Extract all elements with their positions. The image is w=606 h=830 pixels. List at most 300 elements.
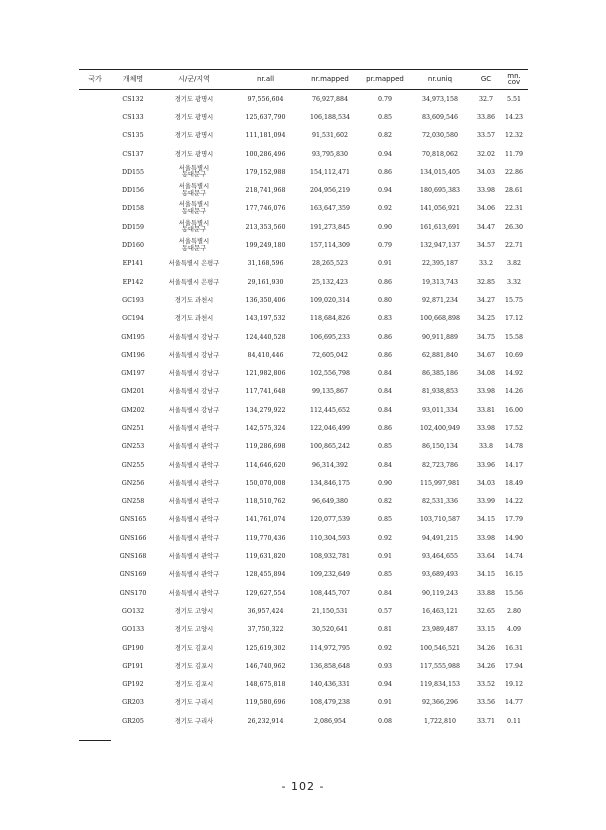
table-row <box>79 474 528 492</box>
cell-nr-all: 36,957,424 <box>247 607 284 615</box>
cell-region: 경기도 과천시 <box>174 315 214 323</box>
cell-mn-cov: 14.23 <box>504 113 524 121</box>
cell-nr-all: 125,619,302 <box>245 644 286 652</box>
cell-pr-mapped: 0.92 <box>377 534 393 542</box>
cell-mn-cov: 14.78 <box>504 443 524 451</box>
cell-nr-all: 213,353,560 <box>245 223 286 231</box>
cell-nr-uniq: 100,668,898 <box>419 315 461 323</box>
cell-gc: 33.8 <box>478 443 494 451</box>
cell-region: 서울특별시 관악구 <box>168 589 220 597</box>
cell-entity: GR205 <box>122 717 144 725</box>
cell-country <box>79 401 111 419</box>
cell-nr-uniq: 90,911,889 <box>421 333 459 341</box>
cell-mn-cov: 14.26 <box>504 388 524 396</box>
table-row <box>79 401 528 419</box>
cell-pr-mapped: 0.91 <box>377 260 393 268</box>
cell-pr-mapped: 0.94 <box>377 681 393 689</box>
cell-entity: CS135 <box>122 132 144 140</box>
cell-gc: 34.15 <box>476 571 496 579</box>
cell-entity: GO133 <box>121 626 145 634</box>
cell-pr-mapped: 0.57 <box>377 607 393 615</box>
cell-entity: GN256 <box>121 479 145 487</box>
cell-mn-cov: 10.69 <box>504 351 524 359</box>
cell-nr-all: 117,741,648 <box>245 388 286 396</box>
cell-pr-mapped: 0.94 <box>377 150 393 158</box>
cell-entity: GNS168 <box>119 553 147 561</box>
header-mn-cov <box>500 70 528 90</box>
cell-nr-all: 118,510,762 <box>245 498 286 506</box>
cell-nr-uniq: 93,689,493 <box>421 571 459 579</box>
cell-mn-cov: 22.31 <box>504 205 524 213</box>
cell-mn-cov: 28.61 <box>504 187 524 195</box>
cell-region: 경기도 김포시 <box>174 662 214 670</box>
cell-mn-cov: 14.77 <box>504 699 524 707</box>
cell-gc: 32.65 <box>476 607 496 615</box>
cell-mn-cov: 5.51 <box>506 95 522 103</box>
cell-nr-mapped: 154,112,471 <box>309 168 351 176</box>
cell-nr-uniq: 92,871,234 <box>421 296 459 304</box>
cell-entity: GN258 <box>121 498 145 506</box>
cell-nr-mapped: 157,114,309 <box>309 242 351 250</box>
cell-gc: 33.98 <box>476 424 496 432</box>
cell-nr-uniq: 103,710,587 <box>419 516 461 524</box>
cell-pr-mapped: 0.94 <box>377 187 393 195</box>
cell-country <box>79 438 111 456</box>
cell-country <box>79 364 111 382</box>
cell-region: 서울특별시 은평구 <box>168 278 220 286</box>
table-row <box>79 529 528 547</box>
cell-entity: GNS170 <box>119 589 147 597</box>
cell-region: 서울특별시 동대문구 <box>178 201 210 215</box>
cell-gc: 34.08 <box>476 370 496 378</box>
cell-nr-mapped: 136,858,648 <box>309 662 351 670</box>
table-row <box>79 310 528 328</box>
cell-pr-mapped: 0.84 <box>377 461 393 469</box>
header-nr-mapped: nr.mapped <box>298 70 362 90</box>
cell-entity: DD158 <box>121 205 145 213</box>
cell-entity: GP190 <box>122 644 144 652</box>
cell-region: 서울특별시 관악구 <box>168 479 220 487</box>
cell-nr-all: 179,152,988 <box>245 168 286 176</box>
cell-nr-mapped: 30,520,641 <box>311 626 349 634</box>
cell-region: 경기도 과천시 <box>174 296 214 304</box>
cell-mn-cov: 4.09 <box>506 626 522 634</box>
cell-gc: 34.25 <box>476 315 496 323</box>
cell-mn-cov: 3.82 <box>506 260 522 268</box>
cell-nr-uniq: 132,947,137 <box>419 242 461 250</box>
cell-nr-uniq: 72,030,580 <box>421 132 459 140</box>
cell-mn-cov: 0.11 <box>506 717 522 725</box>
cell-mn-cov: 15.58 <box>504 333 524 341</box>
cell-entity: CS132 <box>122 95 144 103</box>
cell-region: 서울특별시 관악구 <box>168 498 220 506</box>
cell-country <box>79 493 111 511</box>
cell-mn-cov: 16.00 <box>504 406 524 414</box>
cell-gc: 34.06 <box>476 205 496 213</box>
cell-pr-mapped: 0.93 <box>377 662 393 670</box>
cell-nr-all: 119,580,696 <box>245 699 286 707</box>
cell-pr-mapped: 0.84 <box>377 589 393 597</box>
cell-nr-mapped: 28,265,523 <box>311 260 349 268</box>
cell-entity: GNS169 <box>119 571 147 579</box>
table-row <box>79 694 528 712</box>
cell-pr-mapped: 0.86 <box>377 424 393 432</box>
cell-nr-all: 119,770,436 <box>245 534 286 542</box>
cell-region: 서울특별시 관악구 <box>168 424 220 432</box>
cell-nr-uniq: 82,531,336 <box>421 498 459 506</box>
cell-mn-cov: 2.80 <box>506 607 522 615</box>
cell-gc: 33.96 <box>476 461 496 469</box>
cell-entity: GP192 <box>122 681 144 689</box>
cell-nr-mapped: 204,956,219 <box>309 187 351 195</box>
cell-gc: 32.7 <box>478 95 494 103</box>
cell-gc: 33.99 <box>476 498 496 506</box>
cell-country <box>79 200 111 218</box>
cell-entity: GN251 <box>121 424 145 432</box>
cell-nr-mapped: 108,445,707 <box>309 589 351 597</box>
cell-country <box>79 255 111 273</box>
table-row <box>79 200 528 218</box>
cell-pr-mapped: 0.86 <box>377 278 393 286</box>
cell-nr-mapped: 76,927,884 <box>311 95 349 103</box>
table-body <box>79 90 528 731</box>
cell-pr-mapped: 0.82 <box>377 498 393 506</box>
cell-mn-cov: 15.75 <box>504 296 524 304</box>
cell-mn-cov: 17.12 <box>504 315 524 323</box>
cell-nr-uniq: 93,011,334 <box>421 406 459 414</box>
cell-country <box>79 676 111 694</box>
cell-entity: GM201 <box>121 388 145 396</box>
cell-country <box>79 566 111 584</box>
cell-nr-all: 97,556,604 <box>247 95 284 103</box>
cell-pr-mapped: 0.91 <box>377 553 393 561</box>
cell-gc: 34.57 <box>476 242 496 250</box>
cell-nr-mapped: 25,132,423 <box>311 278 349 286</box>
cell-gc: 33.86 <box>476 113 496 121</box>
header-pr-mapped: pr.mapped <box>362 70 408 90</box>
cell-nr-all: 199,249,180 <box>245 242 286 250</box>
cell-nr-uniq: 92,366,296 <box>421 699 459 707</box>
cell-nr-uniq: 93,464,655 <box>421 553 459 561</box>
cell-nr-uniq: 180,695,383 <box>419 187 461 195</box>
cell-gc: 33.81 <box>476 406 496 414</box>
table-row <box>79 127 528 145</box>
cell-nr-all: 177,746,076 <box>245 205 286 213</box>
cell-region: 서울특별시 은평구 <box>168 260 220 268</box>
cell-nr-mapped: 140,436,331 <box>309 681 351 689</box>
cell-region: 경기도 광명시 <box>174 132 214 140</box>
cell-nr-uniq: 23,989,487 <box>421 626 459 634</box>
cell-entity: GM197 <box>121 370 145 378</box>
header-nr-all: nr.all <box>233 70 298 90</box>
cell-entity: GN253 <box>121 443 145 451</box>
cell-entity: GM196 <box>121 351 145 359</box>
cell-entity: GP191 <box>122 662 144 670</box>
cell-region: 서울특별시 강남구 <box>168 406 220 414</box>
cell-gc: 34.26 <box>476 662 496 670</box>
cell-entity: CS137 <box>122 150 144 158</box>
table-row <box>79 236 528 254</box>
cell-nr-uniq: 70,818,062 <box>421 150 459 158</box>
cell-entity: GC193 <box>122 296 144 304</box>
table-row <box>79 90 528 109</box>
cell-region: 서울특별시 강남구 <box>168 333 220 341</box>
cell-nr-all: 119,286,698 <box>245 443 286 451</box>
cell-country <box>79 127 111 145</box>
cell-nr-mapped: 109,232,649 <box>309 571 351 579</box>
cell-entity: DD160 <box>121 242 145 250</box>
cell-region: 서울특별시 동대문구 <box>178 164 210 179</box>
cell-mn-cov: 14.90 <box>504 534 524 542</box>
cell-nr-mapped: 106,188,534 <box>309 113 351 121</box>
cell-nr-mapped: 72,605,042 <box>311 351 349 359</box>
table-row <box>79 108 528 126</box>
cell-nr-all: 84,410,446 <box>247 351 284 359</box>
cell-gc: 33.57 <box>476 132 496 140</box>
cell-nr-uniq: 34,973,158 <box>421 95 459 103</box>
cell-pr-mapped: 0.92 <box>377 205 393 213</box>
cell-country <box>79 218 111 236</box>
cell-nr-uniq: 102,400,949 <box>419 424 461 432</box>
cell-gc: 33.98 <box>476 534 496 542</box>
cell-entity: DD156 <box>121 187 145 195</box>
table-row <box>79 291 528 309</box>
cell-gc: 33.2 <box>478 260 494 268</box>
table-row <box>79 218 528 236</box>
cell-region: 서울특별시 관악구 <box>168 443 220 451</box>
cell-region: 경기도 광명시 <box>174 113 214 121</box>
cell-mn-cov: 19.12 <box>504 681 524 689</box>
table-row <box>79 163 528 181</box>
header-mn-cov-label: mn. cov <box>507 72 521 86</box>
cell-pr-mapped: 0.08 <box>377 717 393 725</box>
cell-nr-mapped: 114,972,795 <box>309 644 351 652</box>
cell-nr-all: 136,350,406 <box>245 296 286 304</box>
page-number: - 102 - <box>281 780 325 793</box>
cell-nr-uniq: 119,834,153 <box>419 681 461 689</box>
cell-country <box>79 694 111 712</box>
cell-nr-mapped: 120,077,539 <box>309 516 351 524</box>
cell-region: 서울특별시 관악구 <box>168 534 220 542</box>
cell-pr-mapped: 0.90 <box>377 479 393 487</box>
cell-mn-cov: 17.52 <box>504 424 524 432</box>
cell-nr-mapped: 106,695,233 <box>309 333 351 341</box>
cell-nr-mapped: 109,020,314 <box>309 296 351 304</box>
cell-country <box>79 712 111 730</box>
cell-country <box>79 529 111 547</box>
cell-nr-uniq: 62,881,840 <box>421 351 459 359</box>
cell-nr-uniq: 16,463,121 <box>421 607 459 615</box>
cell-nr-uniq: 1,722,810 <box>423 717 457 725</box>
cell-nr-uniq: 82,723,786 <box>421 461 459 469</box>
cell-region: 서울특별시 관악구 <box>168 571 220 579</box>
table-header-row <box>79 70 528 90</box>
cell-entity: GM202 <box>121 406 145 414</box>
cell-gc: 34.27 <box>476 296 496 304</box>
cell-region: 서울특별시 동대문구 <box>178 183 210 197</box>
cell-gc: 33.15 <box>476 626 496 634</box>
cell-country <box>79 657 111 675</box>
cell-pr-mapped: 0.84 <box>377 388 393 396</box>
country-column-rule <box>79 740 111 741</box>
cell-nr-all: 142,575,324 <box>245 424 286 432</box>
cell-mn-cov: 15.56 <box>504 589 524 597</box>
cell-nr-mapped: 100,865,242 <box>309 443 351 451</box>
cell-entity: GC194 <box>122 315 144 323</box>
cell-nr-uniq: 81,938,853 <box>421 388 459 396</box>
table-row <box>79 493 528 511</box>
table-row <box>79 566 528 584</box>
cell-country <box>79 511 111 529</box>
table-row <box>79 383 528 401</box>
cell-entity: DD155 <box>121 168 145 176</box>
cell-nr-uniq: 100,546,521 <box>419 644 461 652</box>
cell-gc: 34.03 <box>476 479 496 487</box>
cell-mn-cov: 22.86 <box>504 168 524 176</box>
table-row <box>79 145 528 163</box>
cell-nr-all: 146,740,962 <box>245 662 286 670</box>
cell-mn-cov: 14.22 <box>504 498 524 506</box>
header-nr-uniq: nr.uniq <box>408 70 472 90</box>
cell-nr-mapped: 21,150,531 <box>311 607 349 615</box>
table-row <box>79 328 528 346</box>
cell-region: 경기도 고양시 <box>174 607 214 615</box>
cell-nr-uniq: 141,056,921 <box>419 205 461 213</box>
cell-country <box>79 328 111 346</box>
cell-country <box>79 584 111 602</box>
cell-gc: 34.03 <box>476 168 496 176</box>
cell-nr-uniq: 19,313,743 <box>421 278 459 286</box>
cell-gc: 34.26 <box>476 644 496 652</box>
cell-nr-all: 124,440,528 <box>245 333 286 341</box>
cell-nr-uniq: 115,997,981 <box>419 479 461 487</box>
cell-country <box>79 456 111 474</box>
cell-gc: 33.52 <box>476 681 496 689</box>
cell-pr-mapped: 0.84 <box>377 406 393 414</box>
cell-region: 경기도 구리시 <box>174 699 214 707</box>
cell-mn-cov: 22.71 <box>504 242 524 250</box>
cell-pr-mapped: 0.86 <box>377 168 393 176</box>
cell-nr-mapped: 108,932,781 <box>309 553 351 561</box>
cell-nr-all: 150,070,008 <box>245 479 286 487</box>
cell-mn-cov: 14.74 <box>504 553 524 561</box>
cell-nr-mapped: 118,684,826 <box>309 315 351 323</box>
cell-country <box>79 547 111 565</box>
cell-region: 서울특별시 강남구 <box>168 370 220 378</box>
table-row <box>79 639 528 657</box>
cell-nr-all: 37,750,322 <box>247 626 284 634</box>
cell-pr-mapped: 0.90 <box>377 223 393 231</box>
cell-pr-mapped: 0.79 <box>377 95 393 103</box>
cell-pr-mapped: 0.91 <box>377 699 393 707</box>
cell-country <box>79 181 111 199</box>
cell-entity: GNS165 <box>119 516 147 524</box>
cell-region: 경기도 김포시 <box>174 644 214 652</box>
table-row <box>79 456 528 474</box>
cell-region: 서울특별시 관악구 <box>168 553 220 561</box>
cell-nr-mapped: 96,314,392 <box>311 461 349 469</box>
cell-nr-all: 148,675,818 <box>245 681 286 689</box>
cell-country <box>79 108 111 126</box>
cell-nr-uniq: 83,609,546 <box>421 113 459 121</box>
sequencing-stats-table <box>79 69 528 730</box>
cell-nr-all: 218,741,968 <box>245 187 286 195</box>
header-region: 시/군/지역 <box>155 70 233 90</box>
cell-nr-uniq: 94,491,215 <box>421 534 459 542</box>
cell-country <box>79 383 111 401</box>
cell-entity: CS133 <box>122 113 144 121</box>
cell-pr-mapped: 0.81 <box>377 626 393 634</box>
cell-country <box>79 310 111 328</box>
cell-nr-all: 121,982,806 <box>245 370 286 378</box>
table-row <box>79 621 528 639</box>
cell-mn-cov: 3.32 <box>506 278 522 286</box>
cell-nr-uniq: 86,385,186 <box>421 370 459 378</box>
cell-gc: 34.75 <box>476 333 496 341</box>
cell-nr-all: 129,627,554 <box>245 589 286 597</box>
cell-nr-all: 141,761,074 <box>245 516 286 524</box>
cell-mn-cov: 14.92 <box>504 370 524 378</box>
cell-pr-mapped: 0.82 <box>377 132 393 140</box>
cell-gc: 33.56 <box>476 699 496 707</box>
cell-country <box>79 639 111 657</box>
cell-region: 경기도 김포시 <box>174 681 214 689</box>
cell-pr-mapped: 0.85 <box>377 571 393 579</box>
cell-pr-mapped: 0.80 <box>377 296 393 304</box>
cell-nr-uniq: 22,395,187 <box>421 260 459 268</box>
table-row <box>79 364 528 382</box>
cell-nr-all: 128,455,894 <box>245 571 286 579</box>
cell-pr-mapped: 0.79 <box>377 242 393 250</box>
cell-mn-cov: 11.79 <box>504 150 524 158</box>
cell-region: 서울특별시 관악구 <box>168 516 220 524</box>
cell-region: 경기도 광명시 <box>174 95 214 103</box>
table-row <box>79 676 528 694</box>
table-row <box>79 657 528 675</box>
table-row <box>79 602 528 620</box>
cell-pr-mapped: 0.92 <box>377 644 393 652</box>
cell-gc: 32.85 <box>476 278 496 286</box>
header-entity: 개체명 <box>111 70 155 90</box>
cell-country <box>79 163 111 181</box>
cell-nr-mapped: 93,795,830 <box>311 150 349 158</box>
cell-mn-cov: 16.31 <box>504 644 524 652</box>
cell-gc: 32.02 <box>476 150 496 158</box>
table-row <box>79 438 528 456</box>
cell-pr-mapped: 0.85 <box>377 516 393 524</box>
cell-pr-mapped: 0.85 <box>377 443 393 451</box>
cell-country <box>79 236 111 254</box>
cell-gc: 34.15 <box>476 516 496 524</box>
table-row <box>79 547 528 565</box>
cell-nr-mapped: 122,046,499 <box>309 424 351 432</box>
cell-nr-uniq: 90,119,243 <box>421 589 459 597</box>
cell-pr-mapped: 0.86 <box>377 351 393 359</box>
cell-nr-all: 114,646,620 <box>245 461 286 469</box>
cell-entity: GNS166 <box>119 534 147 542</box>
cell-mn-cov: 16.15 <box>504 571 524 579</box>
cell-region: 서울특별시 강남구 <box>168 351 220 359</box>
cell-nr-all: 26,232,914 <box>247 717 284 725</box>
cell-nr-uniq: 117,555,988 <box>419 662 461 670</box>
cell-gc: 33.71 <box>476 717 496 725</box>
cell-entity: EP142 <box>122 278 144 286</box>
cell-country <box>79 602 111 620</box>
cell-nr-mapped: 110,304,593 <box>309 534 351 542</box>
cell-nr-all: 29,161,930 <box>247 278 284 286</box>
cell-region: 경기도 구리사 <box>174 717 214 725</box>
cell-entity: DD159 <box>121 223 145 231</box>
